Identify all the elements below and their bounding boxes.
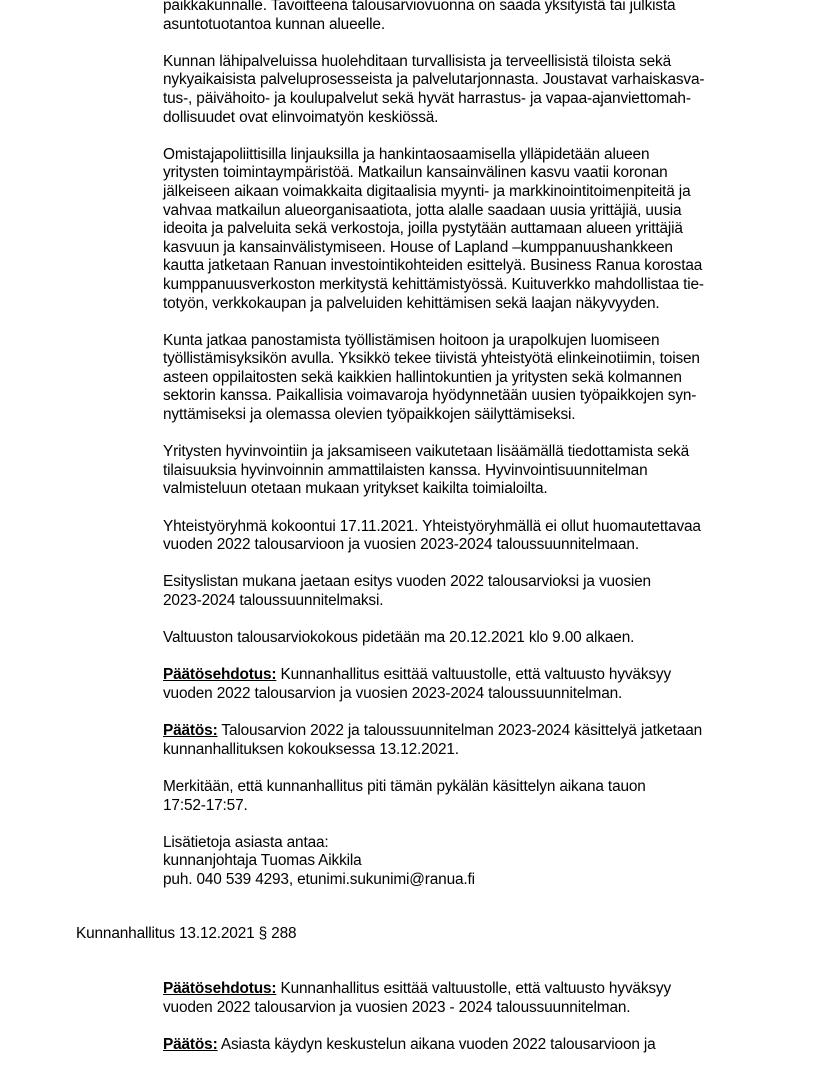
proposal-text: Kunnanhallitus esittää valtuustolle, että valtuusto hyväksyy: [276, 980, 672, 997]
text-line: kautta jatketaan Ranuan investointikohteiden esittelyä. Business Ranua korostaa: [163, 257, 703, 275]
text-line: Yhteistyöryhmä kokoontui 17.11.2021. Yhteistyöryhmällä ei ollut huomautettavaa: [163, 517, 701, 535]
text-line: asteen oppilaitosten sekä kaikkien hallintokuntien ja yritysten sekä kolmannen: [163, 368, 682, 386]
contact-info: [163, 834, 753, 890]
text-line: nykyaikaisista palveluprosesseista ja palvelutarjonnasta. Joustavat varhaiskasva-: [163, 71, 705, 89]
text-line: [163, 1036, 753, 1055]
text-line: vuoden 2022 talousarvioon ja vuosien 2023-2024 taloussuunnitelmaan.: [163, 536, 639, 554]
paragraph-agenda-attachment: [163, 573, 753, 610]
text-line: dollisuudet ovat elinvoimatyön keskiössä.: [163, 108, 439, 126]
decision-label: Päätös:: [163, 722, 218, 740]
proposal-label: Päätösehdotus:: [163, 980, 277, 997]
text-line: Merkitään, että kunnanhallitus piti tämän pykälän käsittelyn aikana tauon: [163, 777, 646, 795]
text-line: yritysten toimintaympäristöä. Matkailun kansainvälinen kasvu vaatii koronan: [163, 164, 668, 182]
decision-text: Talousarvion 2022 ja taloussuunnitelman 2023-2024 käsittelyä jatketaan: [217, 722, 703, 740]
decision-text: Asiasta käydyn keskustelun aikana vuoden 2022 talousarvioon ja: [217, 1035, 656, 1053]
proposal-text: Kunnanhallitus esittää valtuustolle, että valtuusto hyväksyy: [276, 666, 672, 684]
contact-phone-email: puh. 040 539 4293, etunimi.sukunimi@ranua.fi: [163, 870, 475, 888]
text-line: jälkeiseen aikaan voimakkaita digitaalisia myynti- ja markkinointitoimenpiteitä ja: [163, 182, 691, 200]
text-line: Kunnan lähipalveluissa huolehditaan turvallisista ja terveellisistä tiloista sekä: [163, 52, 672, 70]
decision-proposal: [163, 980, 753, 1017]
text-line: paikkakunnalle. Tavoitteena talousarviovuonna on saada yksityistä tai julkista: [163, 0, 676, 14]
text-line: [163, 980, 753, 999]
decision: [163, 722, 753, 759]
paragraph-break-note: [163, 778, 753, 815]
paragraph-housing: [163, 0, 753, 34]
text-line: vahvaa matkailun alueorganisaatiota, jotta alalle saadaan uusia yrittäjiä, uusia: [163, 201, 682, 219]
text-line: vuoden 2022 talousarvion ja vuosien 2023-2024 taloussuunnitelman.: [163, 684, 623, 702]
decision-proposal: [163, 666, 753, 703]
text-line: Yritysten hyvinvointiin ja jaksamiseen vaikutetaan lisäämällä tiedottamista sekä: [163, 443, 690, 461]
text-line: Omistajapoliittisilla linjauksilla ja hankintaosaamisella ylläpidetään alueen: [163, 145, 650, 163]
text-line: Kunta jatkaa panostamista työllistämisen hoitoon ja urapolkujen luomiseen: [163, 331, 660, 349]
text-line: totyön, verkkokaupan ja palveluiden kehittämisen sekä laajan näkyvyyden.: [163, 294, 660, 312]
paragraph-council-meeting: [163, 629, 753, 648]
text-line: kunnanhallituksen kokouksessa 13.12.2021.: [163, 740, 459, 758]
text-line: kumppanuusverkoston merkitystä kehittämistyössä. Kuituverkko mahdollistaa tie-: [163, 275, 704, 293]
text-line: [163, 666, 753, 685]
text-line: ideoita ja palveluita sekä verkostoja, joilla pystytään auttamaan alueen yrittäjiä: [163, 220, 683, 238]
text-line: Esityslistan mukana jaetaan esitys vuoden 2022 talousarvioksi ja vuosien: [163, 573, 651, 591]
text-line: vuoden 2022 talousarvion ja vuosien 2023 - 2024 taloussuunnitelman.: [163, 998, 631, 1016]
text-line: tus-, päivähoito- ja koulupalvelut sekä hyvät harrastus- ja vapaa-ajanviettomah-: [163, 89, 691, 107]
document-body-continued: [163, 980, 753, 1073]
decision: [163, 1036, 753, 1055]
text-line: 17:52-17:57.: [163, 796, 248, 814]
paragraph-wellbeing: [163, 443, 753, 499]
text-line: tilaisuuksia hyvinvoinnin ammattilaisten kanssa. Hyvinvointisuunnitelman: [163, 461, 648, 479]
proposal-label: Päätösehdotus:: [163, 666, 277, 684]
section-heading: Kunnanhallitus 13.12.2021 § 288: [76, 925, 297, 942]
text-line: sektorin kanssa. Paikallisia voimavaroja hyödynnetään uusien työpaikkojen syn-: [163, 387, 697, 405]
contact-heading: Lisätietoja asiasta antaa:: [163, 833, 329, 851]
text-line: kasvuun ja kansainvälistymiseen. House of Lapland –kumppanuushankkeen: [163, 238, 673, 256]
contact-person: kunnanjohtaja Tuomas Aikkila: [163, 852, 362, 870]
text-line: Valtuuston talousarviokokous pidetään ma 20.12.2021 klo 9.00 alkaen.: [163, 629, 635, 647]
text-line: työllistämisyksikön avulla. Yksikkö tekee tiivistä yhteistyötä elinkeinotiimin, toisen: [163, 350, 700, 368]
text-line: asuntotuotantoa kunnan alueelle.: [163, 15, 385, 33]
text-line: nyttämiseksi ja olemassa olevien työpaikkojen säilyttämiseksi.: [163, 406, 576, 424]
text-line: 2023-2024 taloussuunnitelmaksi.: [163, 592, 384, 609]
paragraph-cooperation-group: [163, 518, 753, 555]
paragraph-employment: [163, 332, 753, 425]
paragraph-business-environment: [163, 146, 753, 313]
text-line: valmisteluun otetaan mukaan yritykset kaikilta toimialoilta.: [163, 480, 548, 498]
document-body: [163, 0, 753, 908]
decision-label: Päätös:: [163, 1035, 218, 1053]
text-line: [163, 722, 753, 741]
paragraph-local-services: [163, 53, 753, 127]
